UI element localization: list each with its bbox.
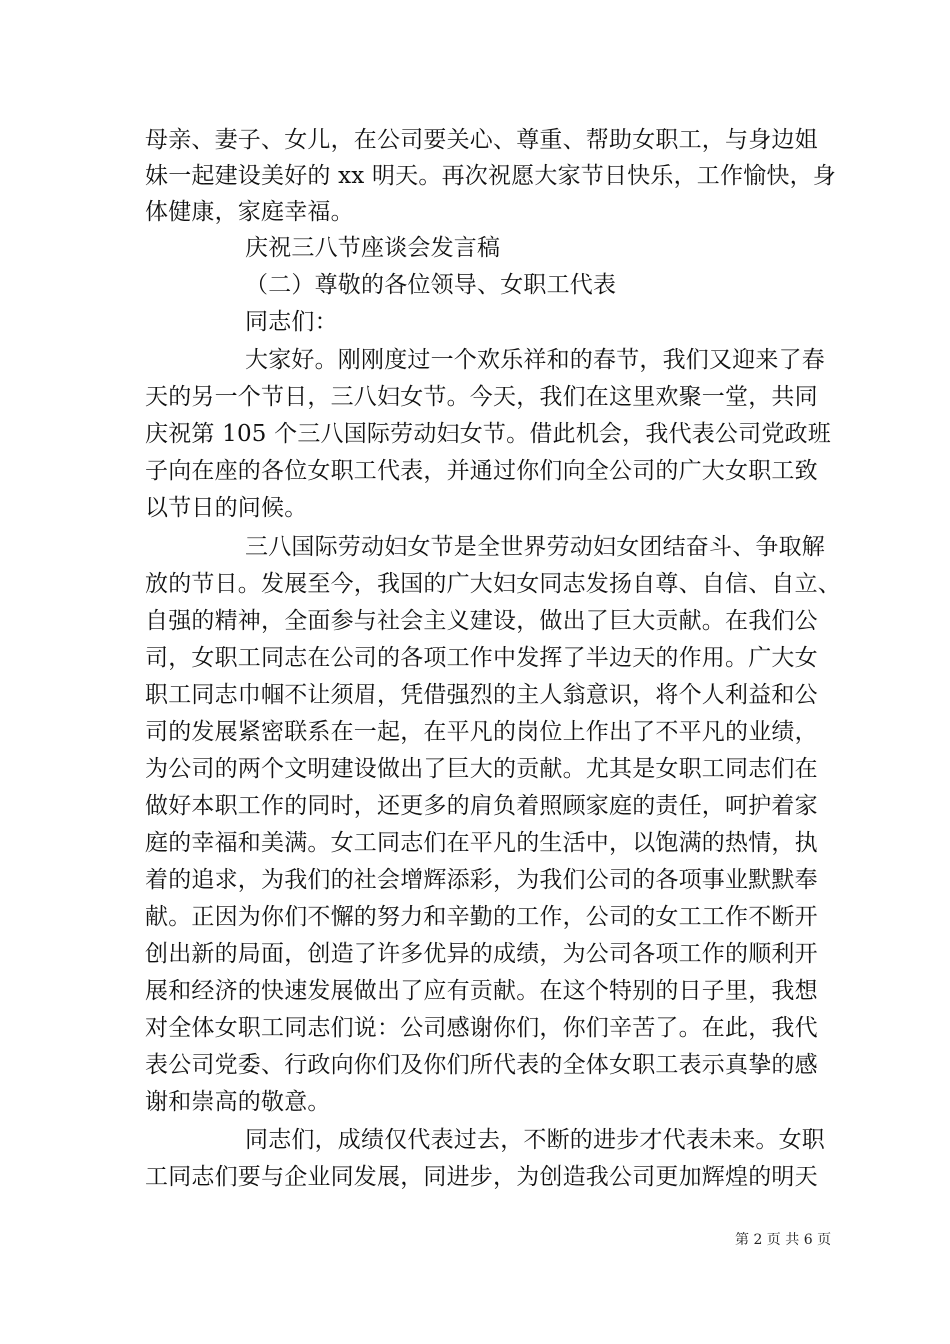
text-line: 工同志们要与企业同发展，同进步，为创造我公司更加辉煌的明天 [145,1164,818,1190]
page-number-footer: 第 2 页 共 6 页 [735,1232,832,1248]
text-line: 体健康，家庭幸福。 [145,199,354,225]
text-line: 放的节日。发展至今，我国的广大妇女同志发扬自尊、自信、自立、 [145,571,841,597]
text-line: 三八国际劳动妇女节是全世界劳动妇女团结奋斗、争取解 [245,534,825,560]
salutation: 同志们： [245,309,338,335]
text-line: 庆祝第 105 个三八国际劳动妇女节。借此机会，我代表公司党政班 [145,421,831,447]
text-line: 以节日的问候。 [145,495,308,521]
section-heading: 庆祝三八节座谈会发言稿 [245,235,501,261]
text-line: 着的追求，为我们的社会增辉添彩，为我们公司的各项事业默默奉 [145,867,818,893]
text-line: 妹一起建设美好的 xx 明天。再次祝愿大家节日快乐，工作愉快，身 [145,163,836,189]
text-line: 司，女职工同志在公司的各项工作中发挥了半边天的作用。广大女 [145,645,818,671]
text-line: 为公司的两个文明建设做出了巨大的贡献。尤其是女职工同志们在 [145,756,818,782]
text-line: 谢和崇高的敬意。 [145,1089,331,1115]
text-line: 大家好。刚刚度过一个欢乐祥和的春节，我们又迎来了春 [245,347,825,373]
text-line: 同志们，成绩仅代表过去，不断的进步才代表未来。女职 [245,1127,825,1153]
text-line: 职工同志巾帼不让须眉，凭借强烈的主人翁意识，将个人利益和公 [145,682,818,708]
text-line: 创出新的局面，创造了许多优异的成绩，为公司各项工作的顺利开 [145,941,818,967]
text-line: 展和经济的快速发展做出了应有贡献。在这个特别的日子里，我想 [145,978,818,1004]
text-line: 母亲、妻子、女儿，在公司要关心、尊重、帮助女职工，与身边姐 [145,127,818,153]
text-line: 对全体女职工同志们说：公司感谢你们，你们辛苦了。在此，我代 [145,1015,818,1041]
text-line: 司的发展紧密联系在一起，在平凡的岗位上作出了不平凡的业绩， [145,719,818,745]
text-line: 子向在座的各位女职工代表，并通过你们向全公司的广大女职工致 [145,458,818,484]
text-line: 表公司党委、行政向你们及你们所代表的全体女职工表示真挚的感 [145,1052,818,1078]
text-line: 献。正因为你们不懈的努力和辛勤的工作，公司的女工工作不断开 [145,904,818,930]
text-line: 做好本职工作的同时，还更多的肩负着照顾家庭的责任，呵护着家 [145,793,818,819]
text-line: 天的另一个节日，三八妇女节。今天，我们在这里欢聚一堂，共同 [145,384,818,410]
text-line: 自强的精神，全面参与社会主义建设，做出了巨大贡献。在我们公 [145,608,818,634]
subheading: （二）尊敬的各位领导、女职工代表 [245,272,617,298]
text-line: 庭的幸福和美满。女工同志们在平凡的生活中，以饱满的热情，执 [145,830,818,856]
